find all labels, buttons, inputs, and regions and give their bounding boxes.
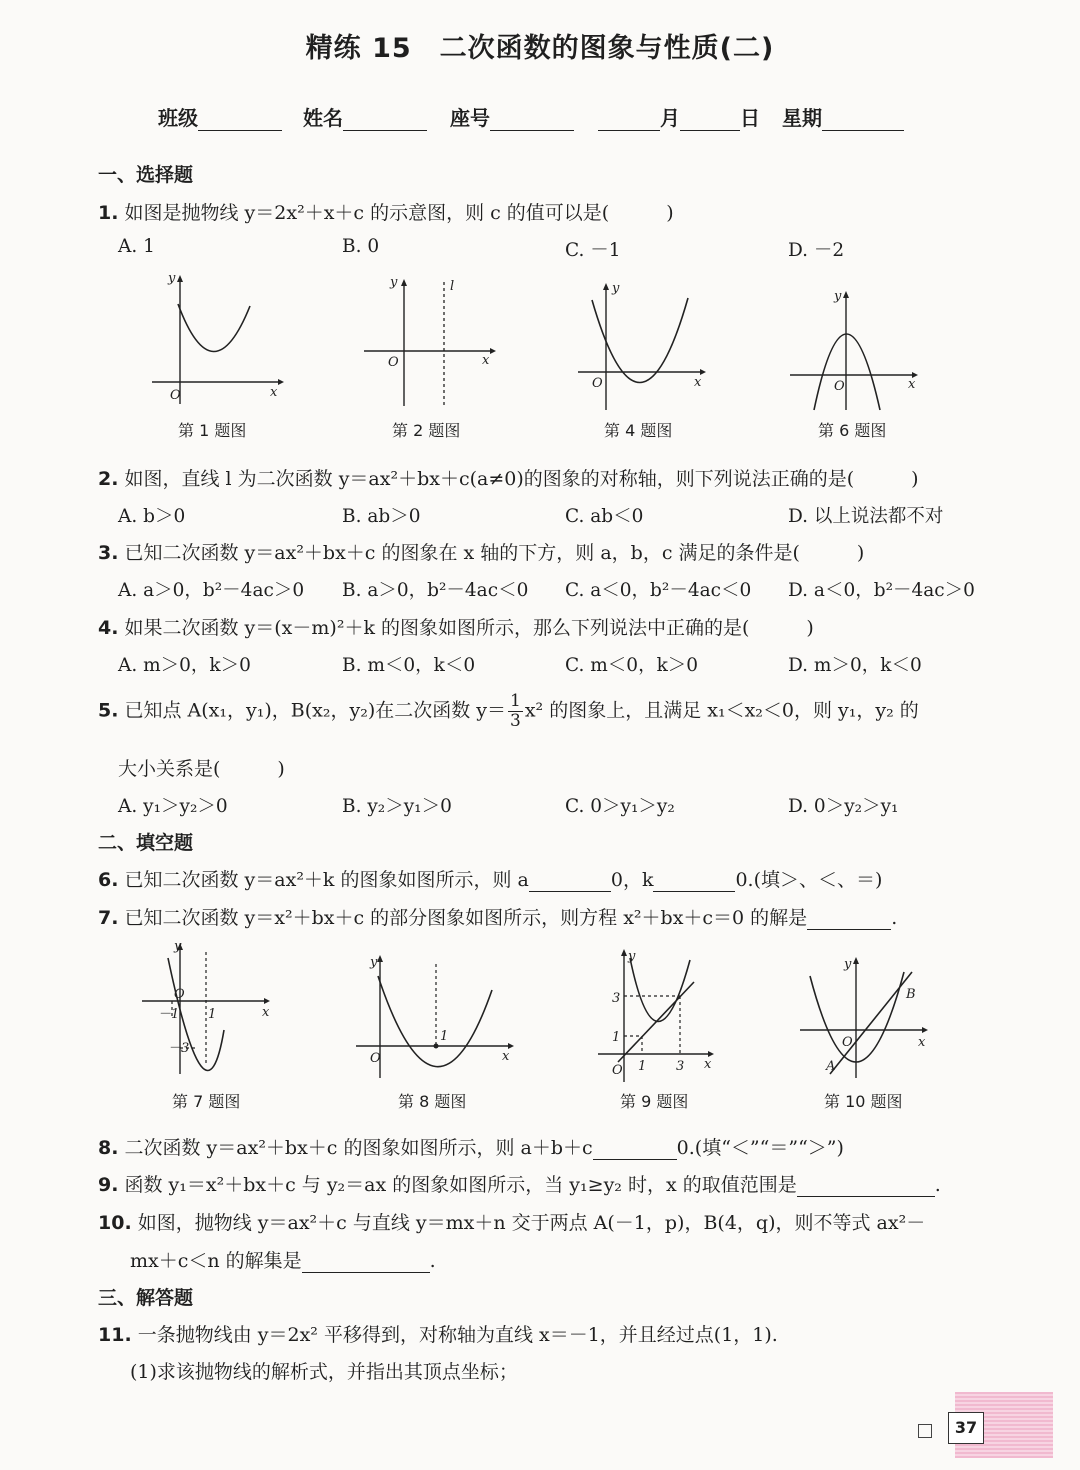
fig9-one-y-label: 1 [612,1030,621,1045]
q2-option-c[interactable]: C. ab＜0 [565,506,644,527]
q6-answer-blank-1[interactable] [529,869,611,892]
question-text: 已知二次函数 y＝ax²＋bx＋c 的图象在 x 轴的下方，则 a，b，c 满足的条件是( ) [124,542,865,564]
figure-6-caption: 第 6 题图 [818,421,887,440]
q9-answer-blank[interactable] [797,1174,935,1197]
question-9 [98,1170,941,1197]
figure-4 [574,276,714,416]
fig2-origin-label: O [388,355,399,370]
fig8-y-label: y [370,955,378,970]
question-text-b: 0，k [610,869,654,891]
q3-option-b[interactable]: B. a＞0，b²－4ac＜0 [342,580,529,601]
figure-10-caption: 第 10 题图 [824,1092,903,1111]
seat-blank[interactable] [490,108,574,131]
fraction-numerator: 1 [510,691,521,711]
month-label: 月 [660,106,680,130]
q7-answer-blank[interactable] [807,907,891,930]
seat-label: 座号 [450,106,490,130]
q4-option-d[interactable]: D. m＞0，k＜0 [788,655,922,676]
fig9-origin-label: O [612,1063,623,1078]
question-number: 11. [98,1324,132,1346]
page-number: 37 [948,1412,984,1444]
question-5-cont: 大小关系是( ) [118,758,285,780]
fig4-x-label: x [694,375,702,390]
fraction-denominator: 3 [510,711,521,731]
seat-field [450,102,574,131]
question-5 [98,692,919,731]
question-text-a: 已知二次函数 y＝x²＋bx＋c 的部分图象如图所示，则方程 x²＋bx＋c＝0 的解是 [124,907,808,929]
question-text-a: 二次函数 y＝ax²＋bx＋c 的图象如图所示，则 a＋b＋c [124,1137,593,1159]
q5-option-a[interactable]: A. y₁＞y₂＞0 [118,796,228,817]
week-blank[interactable] [822,108,904,131]
question-11 [98,1320,778,1347]
q5-option-c[interactable]: C. 0＞y₁＞y₂ [565,796,675,817]
class-field [158,102,282,131]
question-text-a: 函数 y₁＝x²＋bx＋c 与 y₂＝ax 的图象如图所示，当 y₁≥y₂ 时，x 的取值范围是 [124,1174,797,1196]
q2-option-b[interactable]: B. ab＞0 [342,506,421,527]
q1-option-b[interactable]: B. 0 [342,236,380,257]
question-number: 10. [98,1212,132,1234]
fig1-origin-label: O [170,388,181,403]
fig10-x-label: x [918,1035,926,1050]
fig9-y-label: y [628,949,636,964]
question-number: 7. [98,907,119,929]
figure-8-caption: 第 8 题图 [398,1092,467,1111]
figure-1-caption: 第 1 题图 [178,421,247,440]
q2-option-a[interactable]: A. b＞0 [118,506,186,527]
question-text-b: x² 的图象上，且满足 x₁＜x₂＜0，则 y₁，y₂ 的 [524,699,919,722]
q3-option-d[interactable]: D. a＜0，b²－4ac＞0 [788,580,975,601]
question-7 [98,903,897,930]
question-4 [98,613,814,640]
question-11-part-1: (1)求该抛物线的解析式，并指出其顶点坐标； [130,1361,518,1383]
day-label: 日 [740,106,760,130]
question-10-cont [130,1246,436,1273]
q3-option-c[interactable]: C. a＜0，b²－4ac＜0 [565,580,752,601]
fraction-one-third [508,692,523,731]
section-fill-title: 二、填空题 [98,832,194,854]
fig10-point-b-label: B [906,987,916,1002]
fig9-three-y-label: 3 [612,991,621,1006]
fig4-y-label: y [612,281,620,296]
question-text-b: mx＋c＜n 的解集是 [130,1250,302,1272]
name-blank[interactable] [343,108,427,131]
section-solve-title: 三、解答题 [98,1287,194,1309]
figure-8 [352,950,522,1080]
question-number: 1. [98,202,119,224]
fig8-x-label: x [502,1049,510,1064]
name-field [303,102,427,131]
figure-9 [594,944,734,1084]
question-number: 2. [98,468,119,490]
fig6-y-label: y [834,289,842,304]
fig8-one-label: 1 [440,1029,449,1044]
fig7-minus-one-label: －1 [158,1007,180,1022]
month-blank[interactable] [598,108,660,131]
fig6-x-label: x [908,377,916,392]
q3-option-a[interactable]: A. a＞0，b²－4ac＞0 [118,580,305,601]
q1-option-a[interactable]: A. 1 [118,236,155,257]
q4-option-a[interactable]: A. m＞0，k＞0 [118,655,251,676]
question-1 [98,198,674,225]
question-number: 9. [98,1174,119,1196]
question-number: 8. [98,1137,119,1159]
q5-option-d[interactable]: D. 0＞y₂＞y₁ [788,796,899,817]
question-number: 4. [98,617,119,639]
question-text-b: . [934,1174,941,1196]
figure-2-caption: 第 2 题图 [392,421,461,440]
question-text-b: 0.(填“＜”“＝”“＞”) [676,1137,844,1159]
question-text-a: 如图，抛物线 y＝ax²＋c 与直线 y＝mx＋n 交于两点 A(－1，p)，B(4，q)，则不等式 ax²－ [137,1212,926,1234]
fig2-y-label: y [390,275,398,290]
section-choice-title: 一、选择题 [98,164,194,186]
question-2 [98,464,919,491]
fig7-x-label: x [262,1005,270,1020]
week-label: 星期 [782,106,822,130]
fig4-origin-label: O [592,376,603,391]
question-text-a: 已知点 A(x₁，y₁)，B(x₂，y₂)在二次函数 y＝ [124,699,507,722]
q1-option-c[interactable]: C. －1 [565,240,621,261]
figure-10 [796,950,946,1080]
fig8-origin-label: O [370,1051,381,1066]
fig9-one-x-label: 1 [638,1059,647,1074]
fig7-y-label: y [174,939,182,954]
question-text-c: . [429,1250,436,1272]
fig6-origin-label: O [834,379,845,394]
question-number: 3. [98,542,119,564]
square-mark-icon [918,1424,932,1438]
q4-option-b[interactable]: B. m＜0，k＜0 [342,655,476,676]
class-label: 班级 [158,106,198,130]
fig10-y-label: y [844,957,852,972]
fig2-l-label: l [450,279,455,294]
date-field [598,102,904,131]
q2-option-d[interactable]: D. 以上说法都不对 [788,506,944,527]
fig1-y-label: y [168,271,176,286]
question-text: 如果二次函数 y＝(x－m)²＋k 的图象如图所示，那么下列说法中正确的是( ) [124,617,814,639]
figure-9-caption: 第 9 题图 [620,1092,689,1111]
fig2-x-label: x [482,353,490,368]
fig7-origin-label: O [174,987,185,1002]
question-8 [98,1133,844,1160]
fig9-x-label: x [704,1057,712,1072]
name-label: 姓名 [303,106,343,130]
class-blank[interactable] [198,108,282,131]
fig10-origin-label: O [842,1035,853,1050]
question-3 [98,538,864,565]
question-6 [98,865,882,892]
question-10 [98,1208,925,1235]
question-text: 如图，直线 l 为二次函数 y＝ax²＋bx＋c(a≠0)的图象的对称轴，则下列说法正确的是( ) [124,468,919,490]
q1-option-d[interactable]: D. －2 [788,240,845,261]
figure-7-caption: 第 7 题图 [172,1092,241,1111]
day-blank[interactable] [680,108,740,131]
question-text-b: . [891,907,898,929]
fig7-one-label: 1 [208,1007,217,1022]
fig9-three-x-label: 3 [676,1059,685,1074]
figure-4-caption: 第 4 题图 [604,421,673,440]
figure-2 [360,272,500,412]
question-number: 6. [98,869,119,891]
fig1-x-label: x [270,385,278,400]
q6-answer-blank-2[interactable] [653,869,735,892]
fig7-minus-three-label: －3 [168,1041,190,1056]
figure-6 [786,286,926,416]
figure-7 [138,938,288,1078]
question-number: 5. [98,699,119,722]
question-text-a: 已知二次函数 y＝ax²＋k 的图象如图所示，则 a [124,869,529,891]
question-text: 一条抛物线由 y＝2x² 平移得到，对称轴为直线 x＝－1，并且经过点(1，1). [137,1324,778,1346]
q4-option-c[interactable]: C. m＜0，k＞0 [565,655,699,676]
q8-answer-blank[interactable] [593,1137,677,1160]
q5-option-b[interactable]: B. y₂＞y₁＞0 [342,796,452,817]
page-title: 精练 15 二次函数的图象与性质(二) [305,33,775,64]
question-text: 如图是抛物线 y＝2x²＋x＋c 的示意图，则 c 的值可以是( ) [124,202,674,224]
fig10-point-a-label: A [826,1059,836,1074]
figure-1 [146,268,286,408]
q10-answer-blank[interactable] [302,1250,430,1273]
question-text-c: 0.(填＞、＜、＝) [735,869,883,891]
